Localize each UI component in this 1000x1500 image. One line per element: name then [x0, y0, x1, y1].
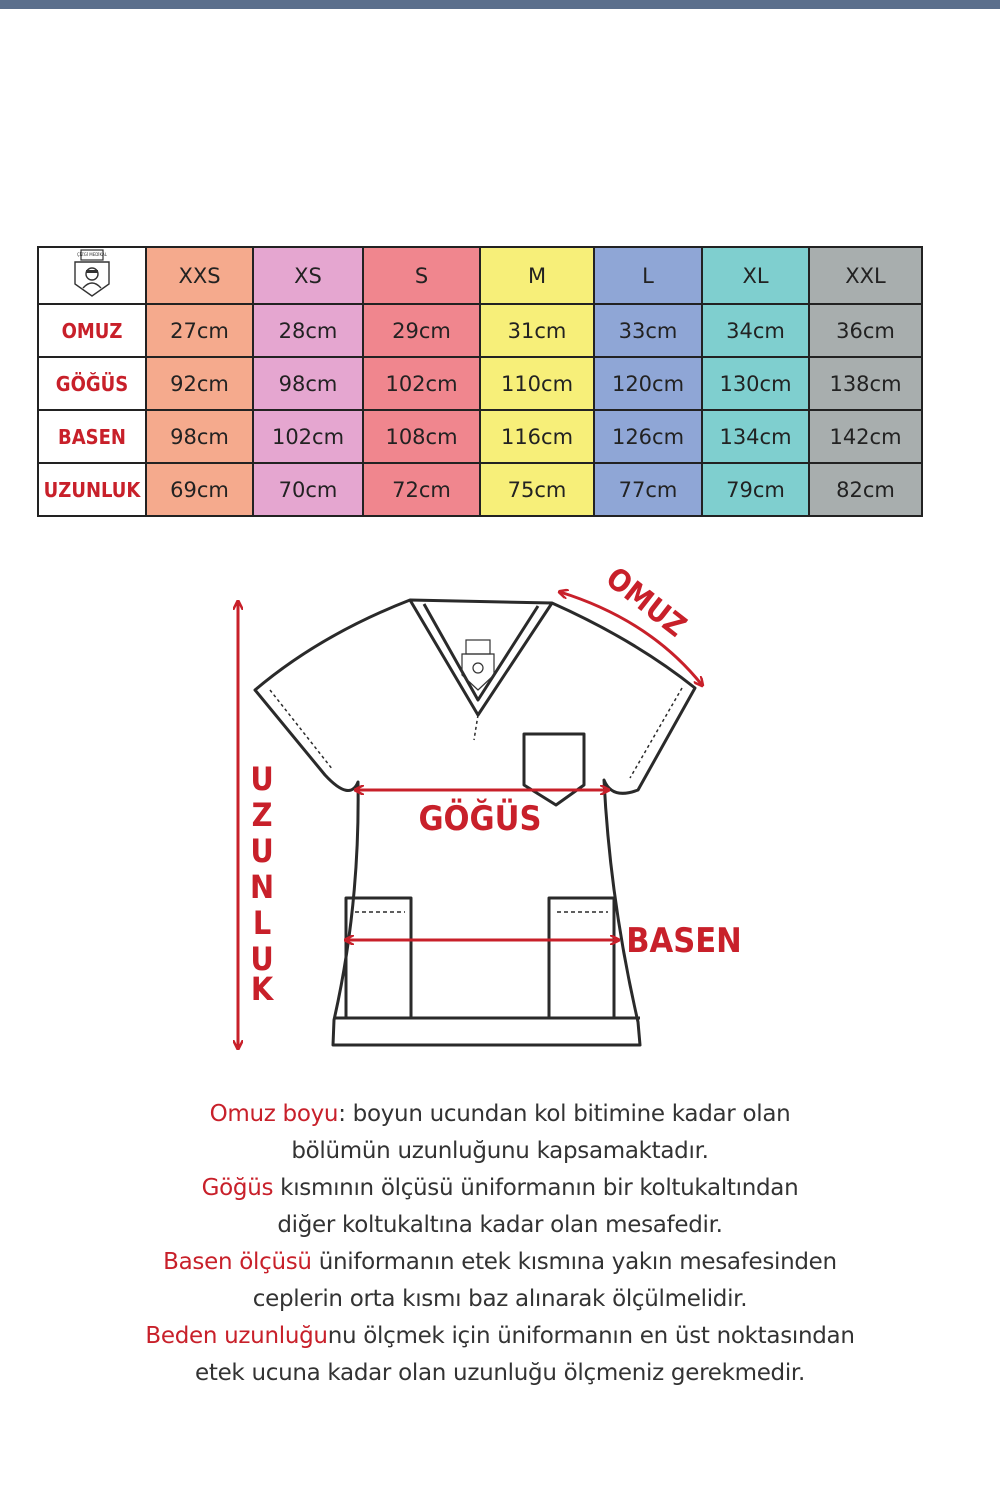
- cell: 29cm: [363, 304, 480, 357]
- desc-highlight: Omuz boyu: [209, 1101, 339, 1127]
- uzunluk-letter: K: [250, 970, 274, 1008]
- row-label-basen: BASEN: [38, 410, 146, 463]
- row-uzunluk: [38, 463, 922, 516]
- desc-omuz: [60, 1096, 940, 1133]
- size-xxl: XXL: [809, 247, 922, 304]
- row-gogus: [38, 357, 922, 410]
- cell: 31cm: [480, 304, 594, 357]
- cell: 98cm: [146, 410, 253, 463]
- row-omuz: [38, 304, 922, 357]
- row-basen: [38, 410, 922, 463]
- cell: 27cm: [146, 304, 253, 357]
- row-label-uzunluk: UZUNLUK: [38, 463, 146, 516]
- size-xxs: XXS: [146, 247, 253, 304]
- cell: 79cm: [702, 463, 809, 516]
- desc-text: kısmının ölçüsü üniformanın bir koltukaltından: [273, 1175, 799, 1201]
- cell: 130cm: [702, 357, 809, 410]
- uzunluk-letter: U: [250, 832, 274, 870]
- cell: 110cm: [480, 357, 594, 410]
- gogus-label: GÖĞÜS: [418, 799, 542, 839]
- desc-text: : boyun ucundan kol bitimine kadar olan: [338, 1101, 791, 1127]
- top-bar: [0, 0, 1000, 9]
- cell: 69cm: [146, 463, 253, 516]
- desc-line: bölümün uzunluğunu kapsamaktadır.: [291, 1138, 709, 1164]
- cell: 142cm: [809, 410, 922, 463]
- cell: 116cm: [480, 410, 594, 463]
- desc-line: diğer koltukaltına kadar olan mesafedir.: [277, 1212, 723, 1238]
- uzunluk-vertical-label: [250, 760, 275, 1008]
- logo-text: ÇİZGİ MEDİKAL: [76, 252, 108, 257]
- size-l: L: [594, 247, 702, 304]
- cell: 98cm: [253, 357, 363, 410]
- scrub-top-diagram: [0, 560, 1000, 1080]
- cell: 75cm: [480, 463, 594, 516]
- size-s: S: [363, 247, 480, 304]
- desc-uzunluk: [60, 1318, 940, 1355]
- size-m: M: [480, 247, 594, 304]
- desc-line: ceplerin orta kısmı baz alınarak ölçülmelidir.: [252, 1286, 748, 1312]
- cell: 92cm: [146, 357, 253, 410]
- cell: 102cm: [253, 410, 363, 463]
- cell: 138cm: [809, 357, 922, 410]
- desc-text: üniformanın etek kısmına yakın mesafesinden: [311, 1249, 837, 1275]
- desc-line: etek ucuna kadar olan uzunluğu ölçmeniz gerekmedir.: [195, 1360, 805, 1386]
- cell: 126cm: [594, 410, 702, 463]
- desc-highlight: Beden uzunluğu: [145, 1323, 328, 1349]
- row-label-gogus: GÖĞÜS: [38, 357, 146, 410]
- uzunluk-letter: U: [250, 760, 274, 798]
- cell: 34cm: [702, 304, 809, 357]
- cell: 108cm: [363, 410, 480, 463]
- row-label-omuz: OMUZ: [38, 304, 146, 357]
- uzunluk-letter: L: [252, 904, 272, 942]
- doctor-mascot-icon: [69, 248, 115, 298]
- cell: 77cm: [594, 463, 702, 516]
- size-xl: XL: [702, 247, 809, 304]
- uzunluk-letter: U: [250, 940, 274, 978]
- cell: 36cm: [809, 304, 922, 357]
- cell: 72cm: [363, 463, 480, 516]
- desc-basen: [60, 1244, 940, 1281]
- cell: 82cm: [809, 463, 922, 516]
- basen-label: BASEN: [626, 921, 742, 961]
- cell: 120cm: [594, 357, 702, 410]
- size-header-row: [38, 247, 922, 304]
- uzunluk-letter: Z: [251, 796, 273, 834]
- cell: 28cm: [253, 304, 363, 357]
- desc-highlight: Göğüs: [201, 1175, 274, 1201]
- brand-logo-cell: [38, 247, 146, 304]
- desc-gogus: [60, 1170, 940, 1207]
- cell: 134cm: [702, 410, 809, 463]
- omuz-label: OMUZ: [599, 560, 693, 645]
- cell: 33cm: [594, 304, 702, 357]
- desc-text: nu ölçmek için üniformanın en üst noktasından: [327, 1323, 855, 1349]
- cell: 70cm: [253, 463, 363, 516]
- desc-highlight: Basen ölçüsü: [163, 1249, 312, 1275]
- cell: 102cm: [363, 357, 480, 410]
- measurement-description: [60, 1096, 940, 1392]
- uzunluk-letter: N: [249, 868, 275, 906]
- size-chart-table: [37, 246, 923, 517]
- size-xs: XS: [253, 247, 363, 304]
